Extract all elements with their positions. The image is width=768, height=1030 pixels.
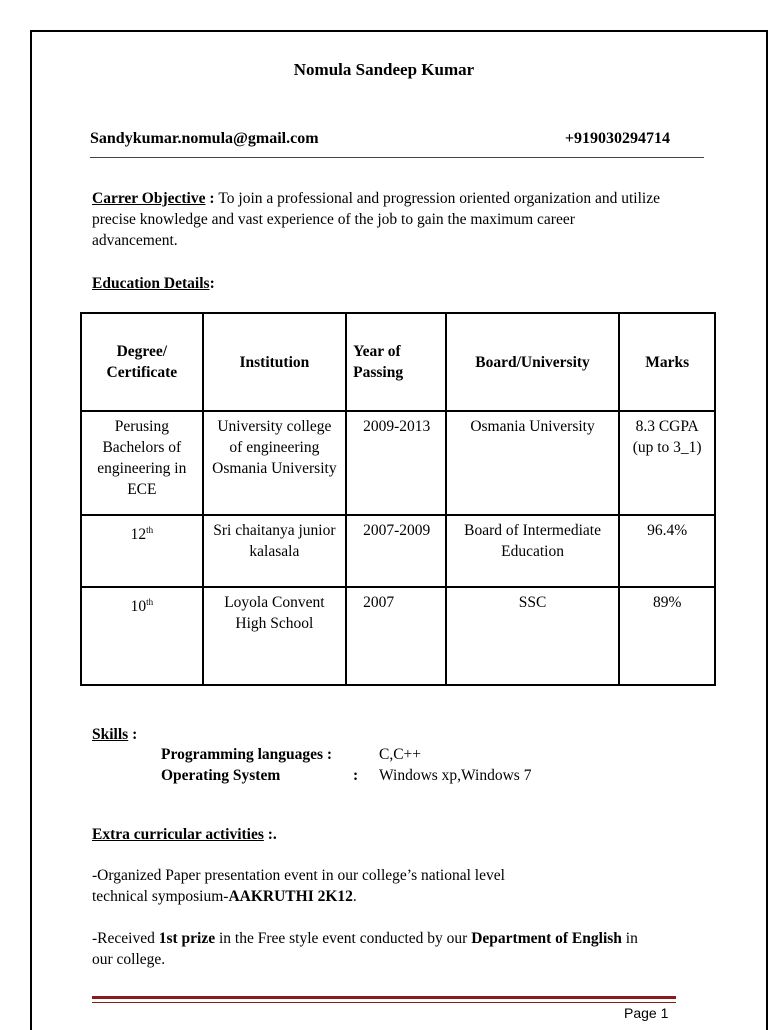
activity-prize: 1st prize [158, 930, 216, 947]
year-cell: 2007 [346, 587, 446, 685]
skills-section-title [92, 724, 662, 745]
degree-number: 12 [130, 526, 147, 544]
marks-cell: 89% [619, 587, 715, 685]
extra-section-title [92, 824, 662, 845]
activity-text: -Received [92, 930, 159, 947]
contact-divider [90, 157, 704, 158]
page-number: Page 1 [624, 1005, 669, 1021]
activity-department: Department of English [471, 930, 622, 947]
year-cell: 2007-2009 [346, 515, 446, 587]
activity-event-name: AAKRUTHI 2K12 [228, 888, 353, 905]
institution-cell: Sri chaitanya junior kalasala [203, 515, 346, 587]
activity-text: -Organized Paper presentation event in our college’s national level technical symposium- [92, 867, 505, 905]
degree-number: 10 [130, 598, 147, 616]
activity-item [92, 865, 552, 907]
board-cell: Osmania University [446, 411, 620, 515]
objective-heading: Carrer Objective [92, 190, 206, 207]
skill-value: C,C++ [379, 746, 422, 763]
activity-item [92, 928, 662, 970]
institution-cell: University college of engineering Osmania University [203, 411, 346, 515]
marks-cell: 8.3 CGPA (up to 3_1) [619, 411, 715, 515]
table-row [81, 515, 715, 587]
activity-text: . [352, 888, 357, 905]
table-row [81, 587, 715, 685]
board-cell: Board of Intermediate Education [446, 515, 620, 587]
extra-colon: :. [263, 826, 277, 843]
skill-label: Operating System [161, 767, 281, 784]
contact-line [90, 130, 704, 148]
education-colon: : [209, 275, 215, 292]
phone-number: +919030294714 [564, 130, 670, 147]
column-header: Marks [619, 313, 715, 411]
year-cell: 2009-2013 [346, 411, 446, 515]
skill-value: Windows xp,Windows 7 [379, 767, 532, 784]
education-section-title [92, 273, 662, 294]
objective-colon: : [205, 190, 219, 207]
institution-cell: Loyola Convent High School [203, 587, 346, 685]
footer-divider [92, 996, 676, 999]
email-address: Sandykumar.nomula@gmail.com [90, 130, 319, 147]
degree-suffix: th [146, 525, 154, 535]
column-header: Degree/ Certificate [81, 313, 203, 411]
skill-separator: : [353, 767, 359, 784]
column-header: Institution [203, 313, 346, 411]
table-row [81, 411, 715, 515]
column-header: Board/University [446, 313, 620, 411]
education-table [80, 312, 716, 686]
table-header-row [81, 313, 715, 411]
footer-divider [92, 1002, 676, 1003]
career-objective [92, 188, 662, 251]
candidate-name: Nomula Sandeep Kumar [293, 60, 475, 79]
extra-heading: Extra curricular activities [92, 826, 264, 843]
degree-cell [81, 587, 203, 685]
objective-text: To join a professional and progression oriented organization and utilize precise knowledge and vast experience of the job to gain the maximum career advancement. [92, 190, 660, 249]
column-header: Year of Passing [346, 313, 446, 411]
activity-text: in the Free style event conducted by our [215, 930, 472, 947]
skill-label: Programming languages : [161, 746, 333, 763]
degree-cell [81, 515, 203, 587]
skills-colon: : [128, 726, 138, 743]
skill-operating-system [161, 767, 280, 785]
activity-text: in our college. [92, 930, 638, 968]
degree-suffix: th [146, 597, 154, 607]
board-cell: SSC [446, 587, 620, 685]
degree-cell: Perusing Bachelors of engineering in ECE [81, 411, 203, 515]
skill-programming-languages [161, 746, 332, 764]
education-heading: Education Details [92, 275, 210, 292]
skills-heading: Skills [92, 726, 129, 743]
marks-cell: 96.4% [619, 515, 715, 587]
